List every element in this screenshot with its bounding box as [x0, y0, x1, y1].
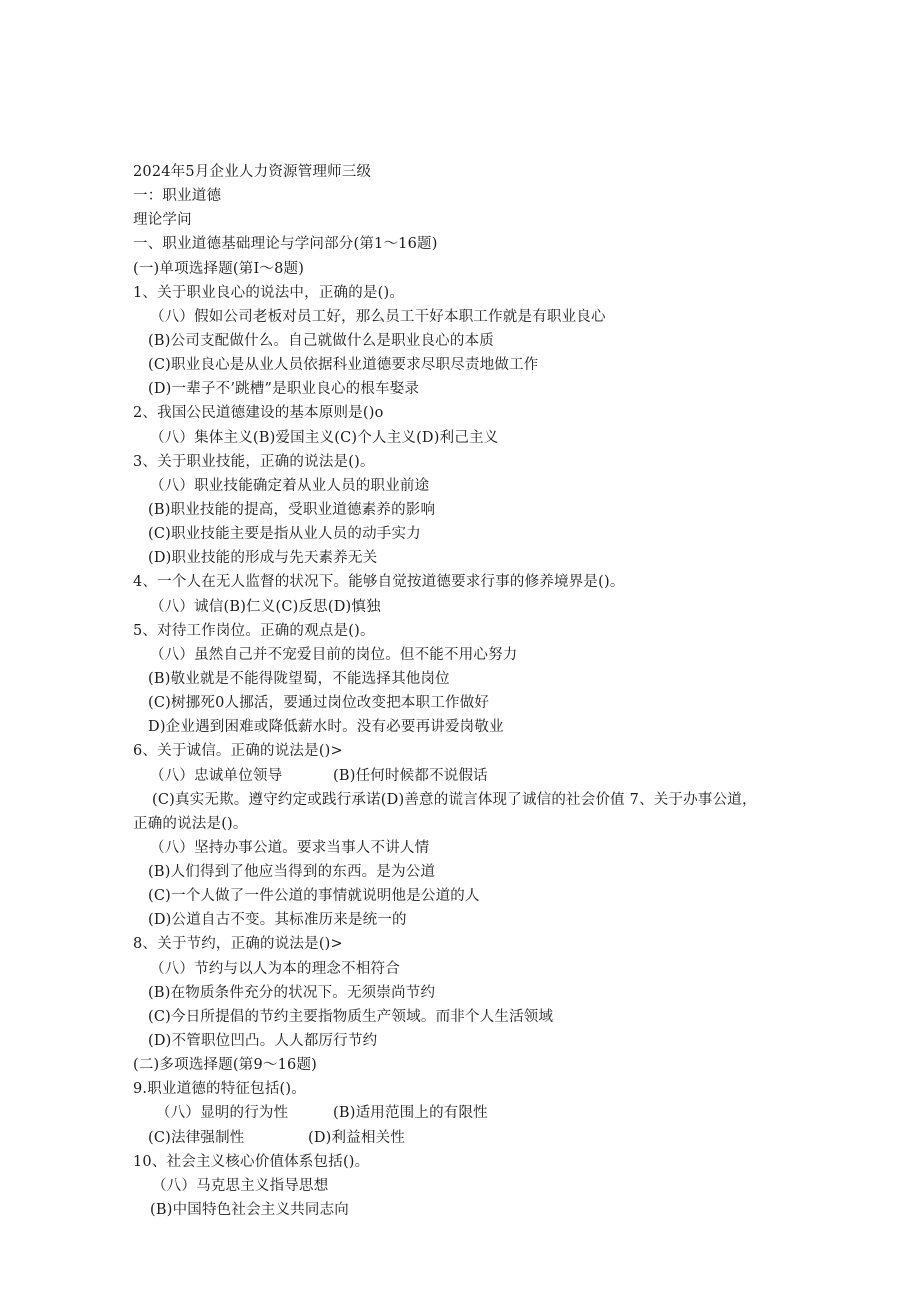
question-6: 6、关于诚信。正确的说法是()>	[133, 743, 343, 759]
question-1-option-b: (B)公司支配做什么。自己就做什么是职业良心的本质	[148, 333, 494, 349]
multi-choice-heading: (二)多项选择题(第9～16题)	[133, 1057, 318, 1073]
question-8: 8、关于节约，正确的说法是()>	[133, 936, 343, 952]
question-3-option-b: (B)职业技能的提高，受职业道德素养的影响	[148, 502, 436, 518]
question-7-option-c: (C)一个人做了一件公道的事情就说明他是公道的人	[148, 888, 480, 904]
question-6-option-b: (B)任何时候都不说假话	[333, 768, 488, 784]
question-1-option-c: (C)职业良心是从业人员依据科业道德要求尽职尽责地做工作	[148, 357, 539, 373]
question-4: 4、一个人在无人监督的状况下。能够自觉按道德要求行事的修养境界是()。	[133, 574, 625, 590]
question-7-option-a: （八）坚持办事公道。要求当事人不讲人情	[150, 840, 430, 856]
question-3: 3、关于职业技能，正确的说法是()。	[133, 454, 375, 470]
question-7-option-d: (D)公道自古不变。其标准历来是统一的	[148, 912, 407, 928]
question-2: 2、我国公民道德建设的基本原则是()o	[133, 405, 384, 421]
question-9: 9.职业道德的特征包括()。	[133, 1081, 306, 1097]
question-9-option-a: （八）显明的行为性	[156, 1105, 289, 1121]
question-10: 10、社会主义核心价值体系包括()。	[133, 1154, 370, 1170]
question-8-option-c: (C)今日所提倡的节约主要指物质生产领域。而非个人生活领域	[148, 1009, 554, 1025]
question-5-option-a: （八）虽然自己并不宠爱目前的岗位。但不能不用心努力	[150, 647, 518, 663]
question-3-option-a: （八）职业技能确定着从业人员的职业前途	[150, 478, 430, 494]
document-title: 2024年5月企业人力资源管理师三级	[133, 164, 372, 180]
question-3-option-d: (D)职业技能的形成与先天素养无关	[148, 550, 378, 566]
question-5-option-d: D)企业遇到困难或降低薪水时。没有必要再讲爱岗敬业	[148, 719, 504, 735]
question-8-option-b: (B)在物质条件充分的状况下。无须崇尚节约	[148, 985, 436, 1001]
question-4-options: （八）诚信(B)仁义(C)反思(D)慎独	[150, 599, 381, 615]
question-7-continued: 正确的说法是()。	[133, 816, 248, 832]
question-7-option-b: (B)人们得到了他应当得到的东西。是为公道	[148, 864, 436, 880]
question-5: 5、对待工作岗位。正确的观点是()。	[133, 623, 375, 639]
question-2-options: （八）集体主义(B)爱国主义(C)个人主义(D)利己主义	[150, 430, 499, 446]
question-9-option-b: (B)适用范围上的有限性	[333, 1105, 488, 1121]
part-heading: 一、职业道德基础理论与学问部分(第1～16题)	[133, 236, 438, 252]
question-9-option-d: (D)利益相关性	[308, 1130, 406, 1146]
question-1-option-d: (D)一辈子不’跳槽”是职业良心的根车娶录	[148, 381, 420, 397]
question-10-option-a: （八）马克思主义指导思想	[152, 1178, 329, 1194]
question-5-option-b: (B)敬业就是不能得陇望蜀，不能选择其他岗位	[148, 671, 450, 687]
question-6-options-cd: (C)真实无欺。遵守约定或践行承诺(D)善意的谎言体现了诚信的社会价值 7、关于办事公道，	[152, 792, 757, 808]
single-choice-heading: (一)单项选择题(第I～8题)	[133, 261, 305, 277]
question-5-option-c: (C)树挪死0人挪活，要通过岗位改变把本职工作做好	[148, 695, 490, 711]
question-8-option-d: (D)不管职位凹凸。人人都厉行节约	[148, 1033, 378, 1049]
subheading: 理论学问	[133, 212, 192, 228]
question-1: 1、关于职业良心的说法中，正确的是()。	[133, 285, 405, 301]
question-1-option-a: （八）假如公司老板对员工好，那么员工干好本职工作就是有职业良心	[150, 309, 606, 325]
question-8-option-a: （八）节约与以人为本的理念不相符合	[150, 961, 400, 977]
section-heading: 一：职业道德	[133, 188, 222, 204]
question-10-option-b: (B)中国特色社会主义共同志向	[150, 1202, 349, 1218]
question-3-option-c: (C)职业技能主要是指从业人员的动手实力	[148, 526, 421, 542]
question-9-option-c: (C)法律强制性	[148, 1130, 245, 1146]
question-6-option-a: （八）忠诚单位领导	[150, 768, 283, 784]
